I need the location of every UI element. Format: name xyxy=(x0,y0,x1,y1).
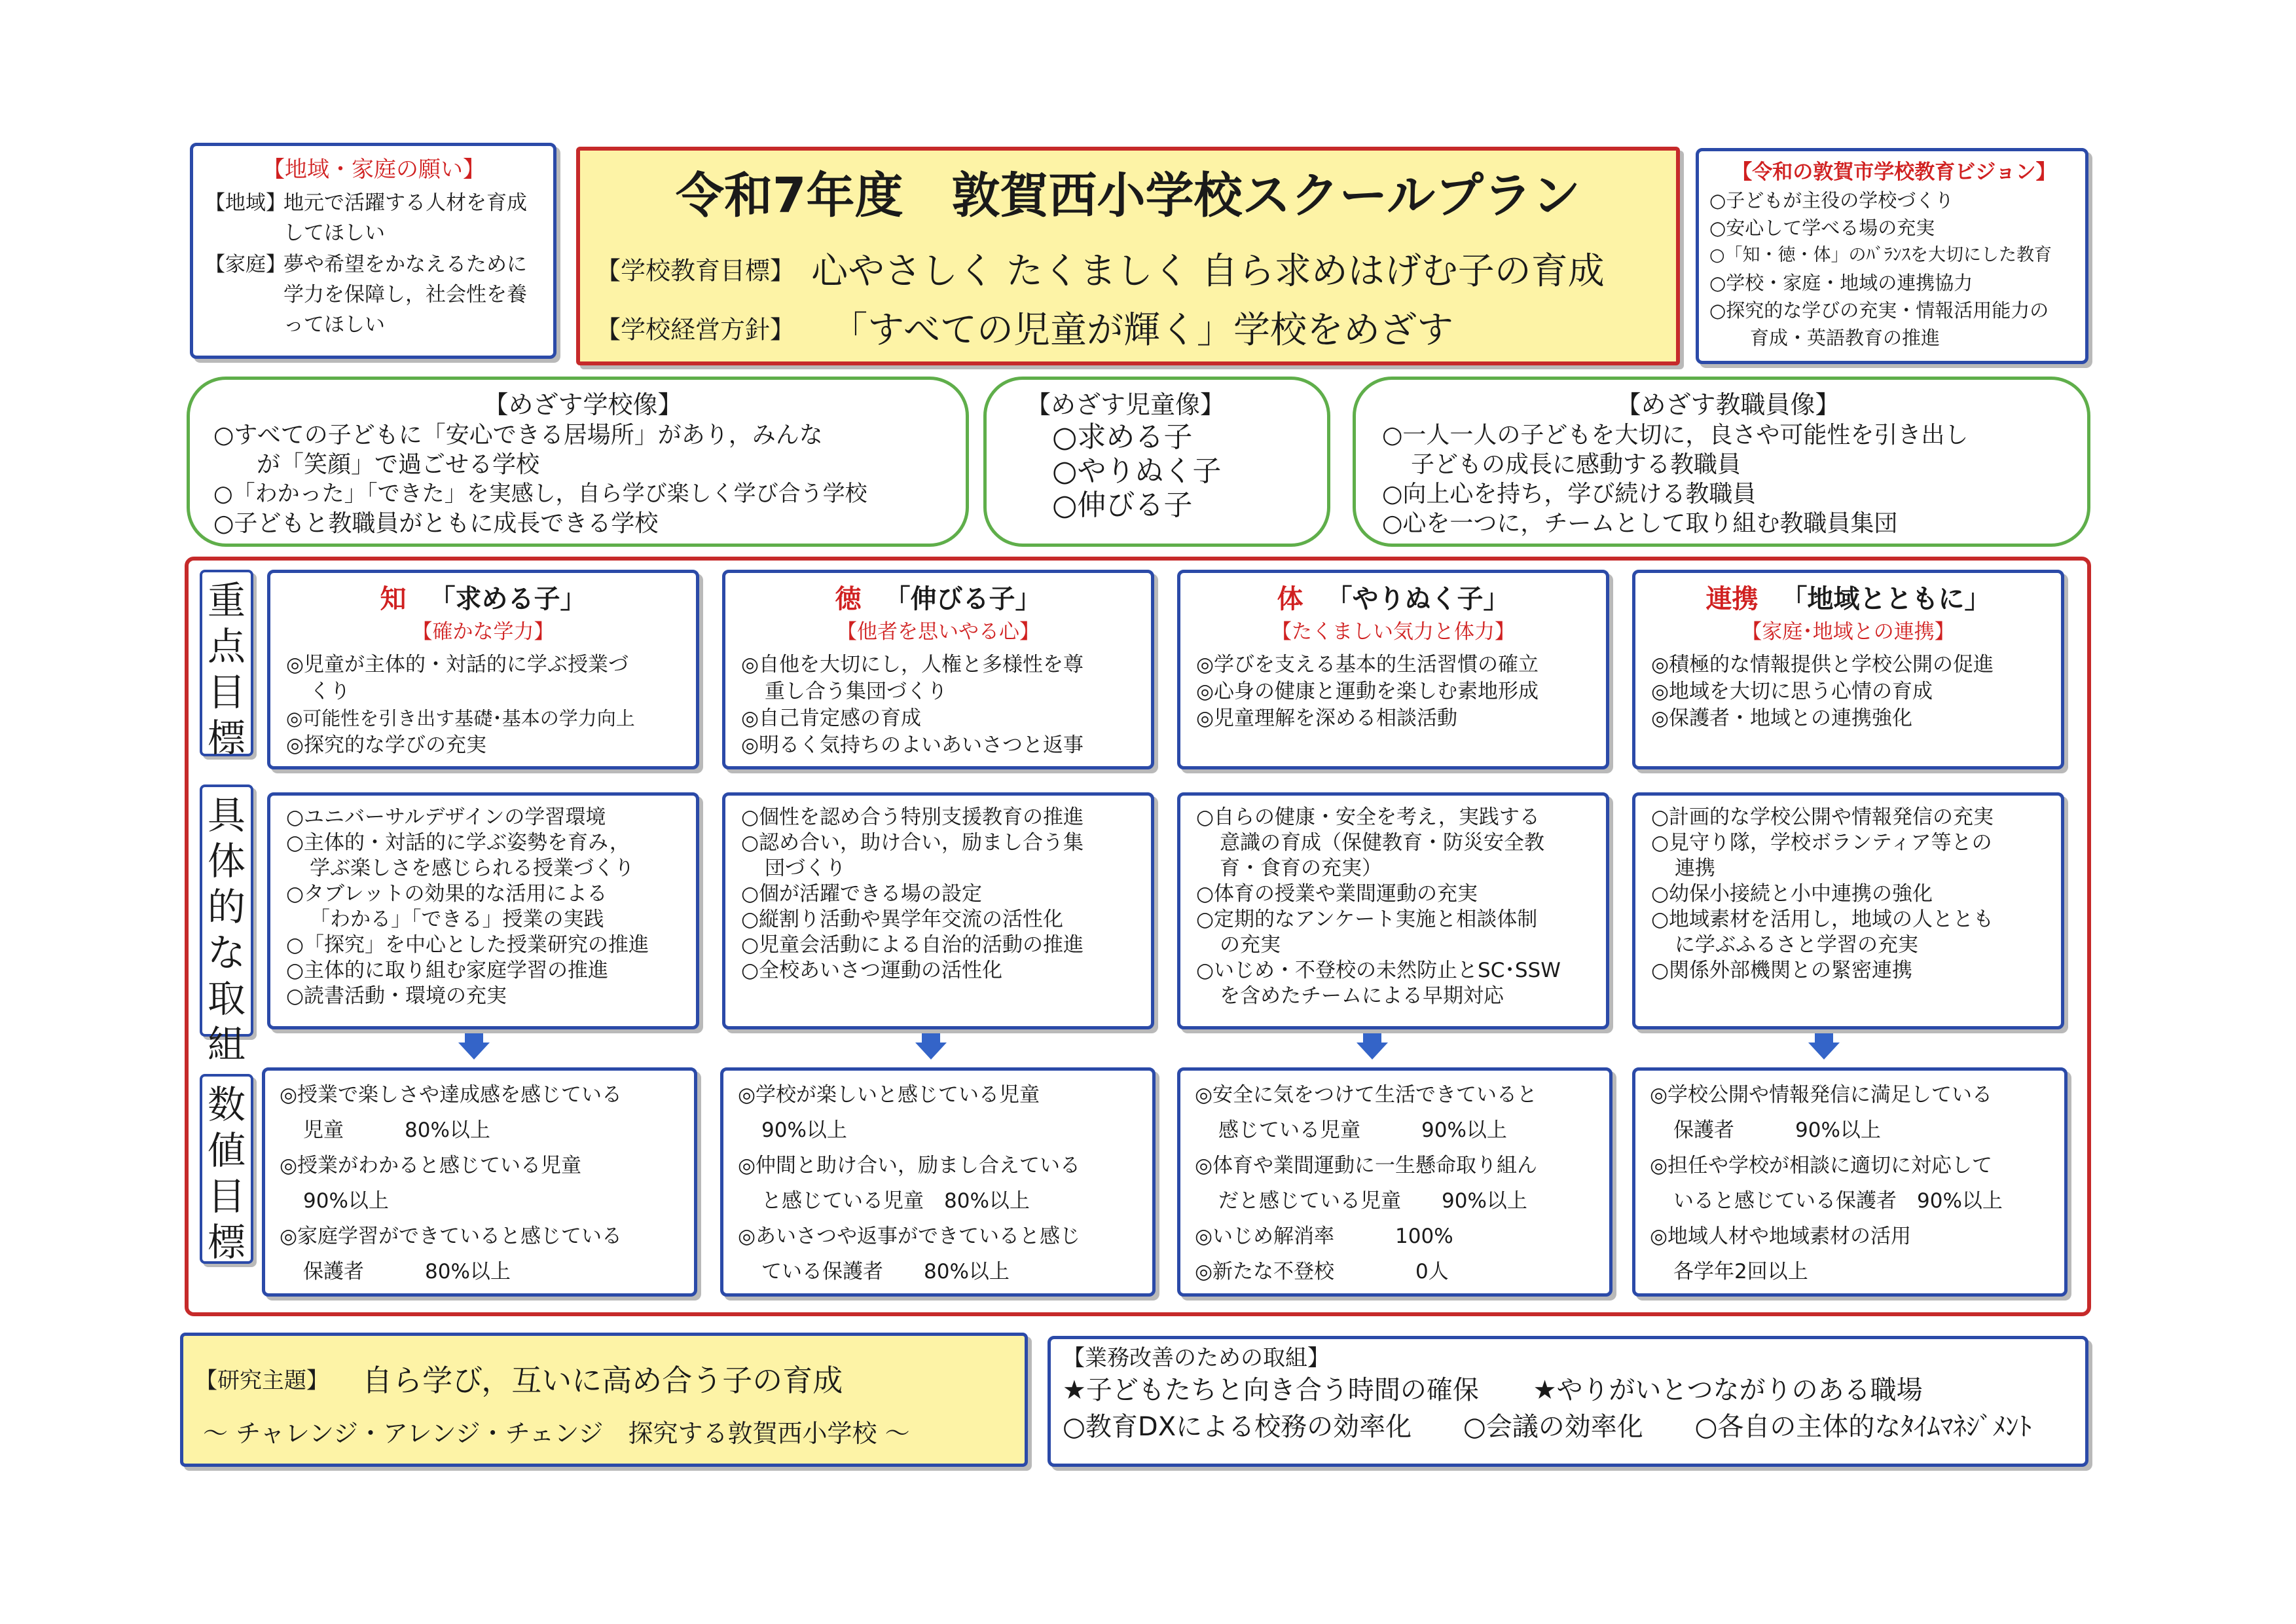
focus-item: ◎積極的な情報提供と学校公開の促進 xyxy=(1651,653,1994,676)
action-item: ○体育の授業や業間運動の充実 xyxy=(1196,882,1478,906)
arrow-down-icon xyxy=(1357,1033,1388,1065)
regional-wishes-box xyxy=(190,143,556,359)
focus-box-knowledge xyxy=(267,570,699,769)
row-label-actions-text: 具体的な取組 xyxy=(207,793,246,1067)
metric-item: 保護者 90%以上 xyxy=(1673,1118,1881,1142)
staff-image-item: ○向上心を持ち，学び続ける教職員 xyxy=(1382,481,1757,507)
school-policy-label: 【学校経営方針】 xyxy=(596,315,795,344)
row-label-focus xyxy=(200,570,253,760)
work-reform-item: ★子どもたちと向き合う時間の確保 xyxy=(1063,1375,1479,1405)
wish-community-line: 地元で活躍する人材を育成 xyxy=(283,191,527,215)
metrics-list xyxy=(1180,1071,1609,1289)
research-label: 【研究主題】 xyxy=(195,1367,329,1394)
staff-image-list xyxy=(1382,420,2074,538)
work-reform-item: ○会議の効率化 xyxy=(1463,1412,1643,1442)
focus-list xyxy=(725,644,1151,759)
column-key: 知 xyxy=(380,584,407,614)
focus-box-partnership xyxy=(1632,570,2064,769)
focus-box-body xyxy=(1177,570,1609,769)
action-item: ○地域素材を活用し，地域の人ととも xyxy=(1651,908,1994,931)
staff-image-item: ○心を一つに，チームとして取り組む教職員集団 xyxy=(1382,510,1898,537)
action-item: ○関係外部機関との緊密連携 xyxy=(1651,959,1913,982)
focus-item: ◎可能性を引き出す基礎･基本の学力向上 xyxy=(286,707,635,729)
metric-item: ◎学校公開や情報発信に満足している xyxy=(1650,1083,1993,1107)
child-image-item: ○やりぬく子 xyxy=(1052,454,1222,488)
action-item: 育・食育の充実） xyxy=(1220,857,1382,880)
action-item: 団づくり xyxy=(765,857,846,880)
column-subtitle: 【たくましい気力と体力】 xyxy=(1271,620,1515,644)
city-vision-item: ○子どもが主役の学校づくり xyxy=(1709,189,1954,212)
column-title: 「伸びる子」 xyxy=(884,584,1042,614)
research-subtitle: ～ チャレンジ・アレンジ・チェンジ 探究する敦賀西小学校 ～ xyxy=(203,1419,910,1448)
arrow-down-icon xyxy=(458,1033,490,1065)
action-item: ○個が活躍できる場の設定 xyxy=(741,882,983,906)
action-item: 「わかる」「できる」授業の実践 xyxy=(310,908,604,931)
school-policy xyxy=(596,301,1453,354)
city-vision-list xyxy=(1709,187,2079,352)
metric-item: ◎仲間と助け合い，励まし合えている xyxy=(738,1154,1081,1177)
school-image-item: ○「わかった」「できた」を実感し，自ら学び楽しく学び合う学校 xyxy=(213,481,867,507)
metric-item: 児童 80%以上 xyxy=(303,1118,490,1142)
school-image-item: ○すべての子どもに「安心できる居場所」があり，みんな xyxy=(213,422,823,449)
staff-image-box xyxy=(1353,377,2090,547)
action-item: ○自らの健康・安全を考え，実践する xyxy=(1196,805,1540,829)
school-image-item: が「笑顔」で過ごせる学校 xyxy=(257,451,540,478)
school-image-item: ○子どもと教職員がともに成長できる学校 xyxy=(213,510,659,537)
city-vision-box xyxy=(1696,148,2088,364)
metric-item: 保護者 80%以上 xyxy=(303,1260,511,1283)
metric-item: ている保護者 80%以上 xyxy=(761,1260,1010,1283)
staff-image-item: ○一人一人の子どもを大切に，良さや可能性を引き出し xyxy=(1382,422,1969,449)
metrics-list xyxy=(265,1071,694,1289)
wish-family xyxy=(205,249,543,340)
focus-item: ◎自他を大切にし，人権と多様性を尊 xyxy=(741,653,1084,676)
research-theme: 自ら学び，互いに高め合う子の育成 xyxy=(362,1363,843,1398)
work-reform-box xyxy=(1048,1336,2088,1467)
work-reform-row2 xyxy=(1063,1409,2079,1445)
action-item: ○見守り隊，学校ボランティア等との xyxy=(1651,831,1992,855)
metric-item: ◎家庭学習ができていると感じている xyxy=(280,1225,623,1248)
focus-list xyxy=(1180,644,1606,732)
metric-item: ◎学校が楽しいと感じている児童 xyxy=(738,1083,1040,1107)
arrow-down-icon xyxy=(1808,1033,1840,1065)
action-item: ○個性を認め合う特別支援教育の推進 xyxy=(741,805,1084,829)
metric-item: ◎いじめ解消率 100% xyxy=(1195,1225,1453,1248)
staff-image-item: 子どもの成長に感動する教職員 xyxy=(1411,451,1741,478)
action-item: ○認め合い，助け合い，励まし合う集 xyxy=(741,831,1084,855)
metric-item: ◎授業がわかると感じている児童 xyxy=(280,1154,582,1177)
metrics-box-virtue xyxy=(720,1067,1156,1297)
work-reform-item: ★やりがいとつながりのある職場 xyxy=(1533,1375,1923,1405)
focus-item: くり xyxy=(310,680,350,703)
school-image-box xyxy=(187,377,969,547)
actions-box-knowledge xyxy=(267,792,699,1029)
actions-box-virtue xyxy=(722,792,1154,1029)
action-item: ○いじめ・不登校の未然防止とSC･SSW xyxy=(1196,959,1561,982)
school-image-list xyxy=(213,420,953,538)
focus-item: ◎児童が主体的・対話的に学ぶ授業づ xyxy=(286,653,629,676)
city-vision-item: ○学校・家庭・地域の連携協力 xyxy=(1709,272,1973,294)
metrics-box-partnership xyxy=(1632,1067,2068,1297)
column-key: 連携 xyxy=(1705,584,1758,614)
child-image-item: ○求める子 xyxy=(1052,420,1193,454)
column-title: 「やりぬく子」 xyxy=(1326,584,1510,614)
metric-item: 感じている児童 90%以上 xyxy=(1218,1118,1507,1142)
focus-item: ◎心身の健康と運動を楽しむ素地形成 xyxy=(1196,680,1539,703)
actions-list xyxy=(1180,796,1606,1009)
arrow-down-icon xyxy=(915,1033,947,1065)
action-item: ○主体的・対話的に学ぶ姿勢を育み， xyxy=(286,831,630,855)
metric-item: と感じている児童 80%以上 xyxy=(761,1189,1030,1213)
focus-item: ◎地域を大切に思う心情の育成 xyxy=(1651,680,1933,703)
wish-community-tag: 【地域】 xyxy=(205,191,286,215)
actions-box-body xyxy=(1177,792,1609,1029)
school-goal xyxy=(596,242,1605,295)
metrics-box-body xyxy=(1177,1067,1613,1297)
action-item: の充実 xyxy=(1220,933,1281,957)
row-label-actions xyxy=(200,784,253,1067)
metric-item: ◎担任や学校が相談に適切に対応して xyxy=(1650,1154,1993,1177)
column-title: 「地域とともに」 xyxy=(1781,584,1991,614)
wish-community-line: してほしい xyxy=(283,221,385,245)
metric-item: 90%以上 xyxy=(303,1189,389,1213)
school-image-header: 【めざす学校像】 xyxy=(483,390,683,419)
action-item: ○タブレットの効果的な活用による xyxy=(286,882,608,906)
page-title: 令和7年度 敦賀西小学校スクールプラン xyxy=(675,168,1580,224)
metric-item: ◎体育や業間運動に一生懸命取り組ん xyxy=(1195,1154,1538,1177)
action-item: ○ユニバーサルデザインの学習環境 xyxy=(286,805,606,829)
focus-list xyxy=(270,644,696,759)
wish-family-line: 学力を保障し，社会性を養 xyxy=(283,283,527,306)
work-reform-row1 xyxy=(1063,1372,2079,1409)
row-label-metrics xyxy=(200,1074,253,1264)
focus-item: ◎自己肯定感の育成 xyxy=(741,707,922,730)
column-subtitle: 【他者を思いやる心】 xyxy=(837,620,1040,644)
child-image-box xyxy=(983,377,1330,547)
wish-family-tag: 【家庭】 xyxy=(205,253,286,276)
metric-item: ◎あいさつや返事ができていると感じ xyxy=(738,1225,1081,1248)
metric-item: 各学年2回以上 xyxy=(1673,1260,1808,1283)
metric-item: だと感じている児童 90%以上 xyxy=(1218,1189,1527,1213)
metric-item: 90%以上 xyxy=(761,1118,847,1142)
action-item: ○縦割り活動や異学年交流の活性化 xyxy=(741,908,1064,931)
action-item: 連携 xyxy=(1675,857,1715,880)
metric-item: ◎地域人材や地域素材の活用 xyxy=(1650,1225,1912,1248)
staff-image-header: 【めざす教職員像】 xyxy=(1616,390,1840,419)
action-item: ○読書活動・環境の充実 xyxy=(286,984,507,1008)
school-goal-text: 心やさしく たくましく 自ら求めはげむ子の育成 xyxy=(811,250,1605,293)
action-item: ○児童会活動による自治的活動の推進 xyxy=(741,933,1084,957)
work-reform-item: ○各自の主体的なﾀｲﾑﾏﾈｼﾞﾒﾝﾄ xyxy=(1694,1412,2032,1442)
city-vision-item: ○探究的な学びの充実・情報活用能力の xyxy=(1709,299,2049,322)
action-item: 意識の育成（保健教育・防災安全教 xyxy=(1220,831,1544,855)
action-item: ○計画的な学校公開や情報発信の充実 xyxy=(1651,805,1994,829)
actions-list xyxy=(270,796,696,1009)
school-policy-text: 「すべての児童が輝く」学校をめざす xyxy=(831,309,1453,352)
city-vision-item: 育成・英語教育の推進 xyxy=(1750,327,1941,349)
city-vision-item: ○安心して学べる場の充実 xyxy=(1709,217,1935,239)
regional-wishes-header: 【地域・家庭の願い】 xyxy=(263,157,485,183)
column-subtitle: 【家庭･地域との連携】 xyxy=(1741,620,1955,644)
title-box xyxy=(576,147,1680,365)
row-label-metrics-text: 数値目標 xyxy=(207,1082,246,1264)
metric-item: ◎授業で楽しさや達成感を感じている xyxy=(280,1083,623,1107)
action-item: を含めたチームによる早期対応 xyxy=(1220,984,1504,1008)
metric-item: ◎新たな不登校 0人 xyxy=(1195,1260,1449,1283)
metrics-list xyxy=(1635,1071,2064,1289)
column-title: 「求める子」 xyxy=(429,584,587,614)
actions-list xyxy=(1635,796,2061,984)
metrics-box-knowledge xyxy=(262,1067,697,1297)
column-key: 徳 xyxy=(835,584,862,614)
city-vision-item: ○「知・徳・体」のﾊﾞﾗﾝｽを大切にした教育 xyxy=(1709,245,2052,265)
work-reform-item: ○教育DXによる校務の効率化 xyxy=(1063,1412,1412,1442)
actions-box-partnership xyxy=(1632,792,2064,1029)
focus-item: ◎児童理解を深める相談活動 xyxy=(1196,707,1458,730)
focus-item: ◎学びを支える基本的生活習慣の確立 xyxy=(1196,653,1539,676)
work-reform-header: 【業務改善のための取組】 xyxy=(1063,1345,1330,1371)
wish-family-line: 夢や希望をかなえるために xyxy=(283,253,527,276)
child-image-list xyxy=(1052,420,1314,523)
city-vision-header: 【令和の敦賀市学校教育ビジョン】 xyxy=(1732,160,2056,184)
focus-item: ◎探究的な学びの充実 xyxy=(286,733,487,757)
action-item: ○「探究」を中心とした授業研究の推進 xyxy=(286,933,649,957)
focus-item: 重し合う集団づくり xyxy=(765,680,947,703)
metric-item: いると感じている保護者 90%以上 xyxy=(1673,1189,2003,1213)
research-box xyxy=(180,1333,1028,1467)
research-line xyxy=(195,1357,843,1400)
column-subtitle: 【確かな学力】 xyxy=(412,620,555,644)
action-item: ○定期的なアンケート実施と相談体制 xyxy=(1196,908,1538,931)
action-item: ○全校あいさつ運動の活性化 xyxy=(741,959,1003,982)
action-item: 学ぶ楽しさを感じられる授業づくり xyxy=(310,857,634,880)
focus-item: ◎保護者・地域との連携強化 xyxy=(1651,707,1913,730)
action-item: ○幼保小接続と小中連携の強化 xyxy=(1651,882,1933,906)
wish-community xyxy=(205,188,543,248)
wish-family-line: ってほしい xyxy=(283,313,385,337)
child-image-header: 【めざす児童像】 xyxy=(1026,390,1226,419)
action-item: に学ぶふるさと学習の充実 xyxy=(1675,933,1918,957)
metrics-list xyxy=(723,1071,1152,1289)
actions-list xyxy=(725,796,1151,984)
child-image-item: ○伸びる子 xyxy=(1052,489,1193,522)
column-key: 体 xyxy=(1277,584,1303,614)
focus-item: ◎明るく気持ちのよいあいさつと返事 xyxy=(741,733,1084,757)
metric-item: ◎安全に気をつけて生活できていると xyxy=(1195,1083,1538,1107)
row-label-focus-text: 重点目標 xyxy=(207,578,246,760)
focus-list xyxy=(1635,644,2061,732)
school-goal-label: 【学校教育目標】 xyxy=(596,256,795,286)
action-item: ○主体的に取り組む家庭学習の推進 xyxy=(286,959,609,982)
focus-box-virtue xyxy=(722,570,1154,769)
